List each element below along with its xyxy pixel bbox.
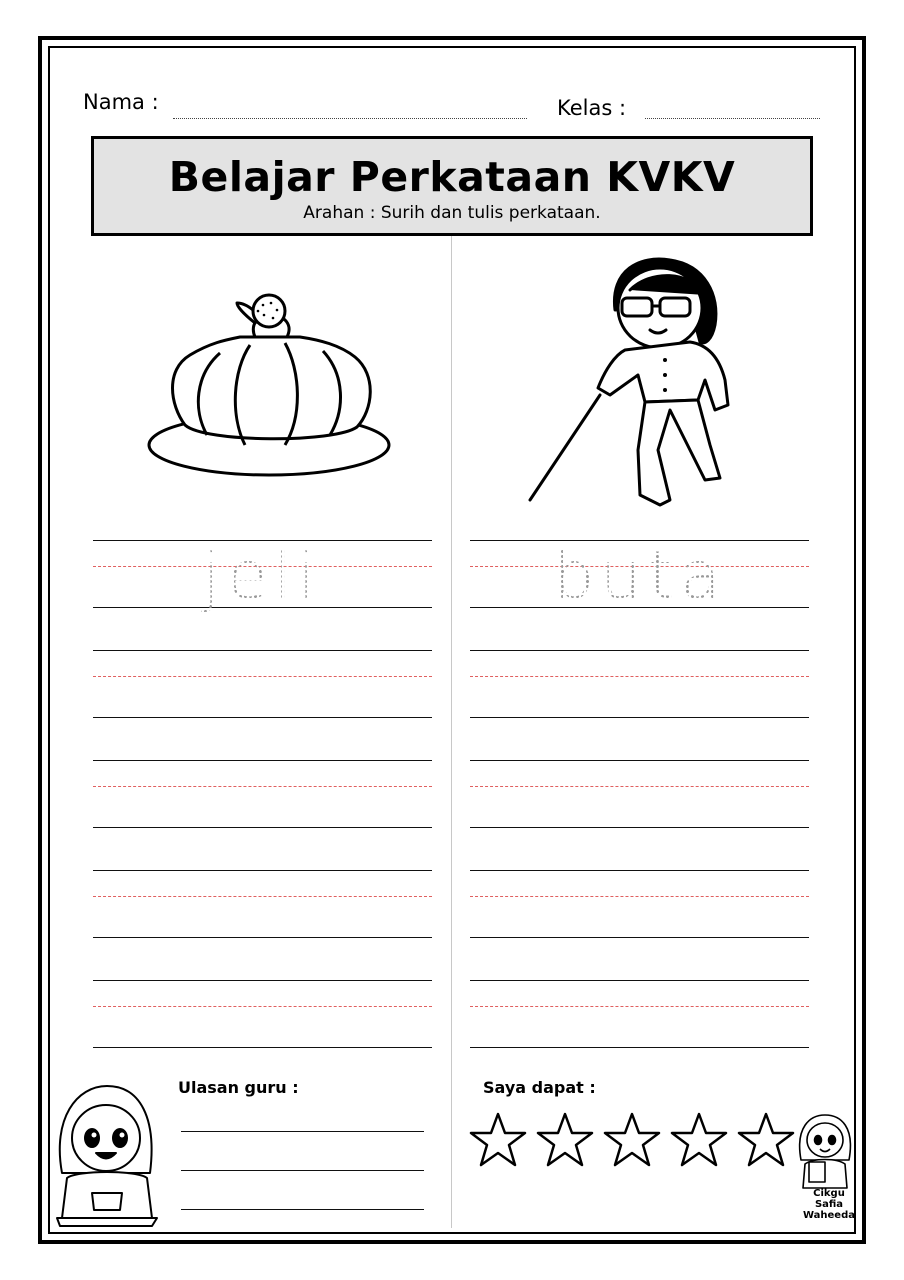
class-label: Kelas : — [557, 96, 627, 120]
star-icon-1[interactable] — [468, 1112, 528, 1170]
star-icon-5[interactable] — [736, 1112, 796, 1170]
comment-line-2[interactable] — [181, 1170, 424, 1171]
star-icon-2[interactable] — [535, 1112, 595, 1170]
title-banner — [91, 136, 813, 236]
girl-reading-icon — [52, 1078, 162, 1228]
comment-line-3[interactable] — [181, 1209, 424, 1210]
trace-word-left: jeli — [93, 539, 432, 613]
name-label: Nama : — [83, 90, 159, 114]
class-field[interactable] — [645, 118, 820, 119]
worksheet-title: Belajar Perkataan KVKV — [168, 153, 736, 201]
blind-person-with-cane-icon — [520, 250, 740, 515]
comment-line-1[interactable] — [181, 1131, 424, 1132]
brand-logo-text: Cikgu Safia Waheeda — [802, 1188, 855, 1221]
rating-label: Saya dapat : — [483, 1078, 596, 1097]
star-icon-3[interactable] — [602, 1112, 662, 1170]
teacher-comment-label: Ulasan guru : — [178, 1078, 299, 1097]
jelly-dessert-icon — [145, 285, 395, 480]
instruction-text: Arahan : Surih dan tulis perkataan. — [303, 203, 601, 223]
column-divider — [451, 236, 452, 1228]
writing-area-right[interactable] — [470, 535, 809, 1055]
name-field[interactable] — [173, 118, 527, 119]
star-icon-4[interactable] — [669, 1112, 729, 1170]
brand-mascot-icon — [795, 1112, 855, 1190]
writing-area-left[interactable] — [93, 535, 432, 1055]
trace-word-right: buta — [470, 539, 809, 613]
